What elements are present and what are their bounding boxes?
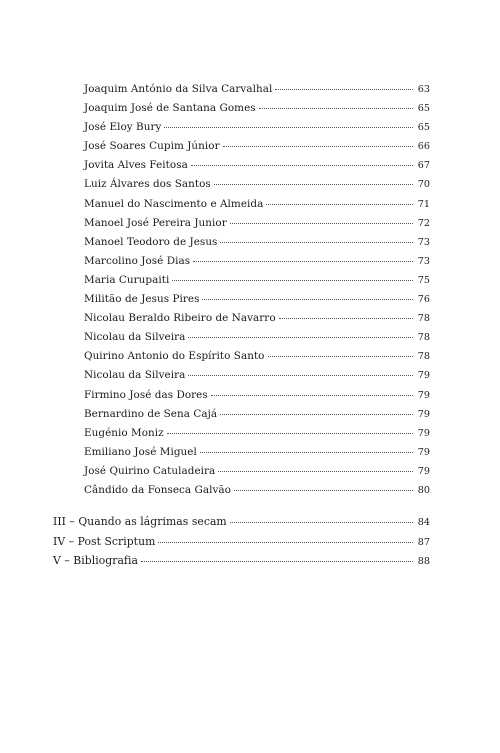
dot-leader [218, 471, 413, 472]
toc-entry-page: 71 [417, 198, 430, 210]
toc-entry-page: 80 [417, 484, 430, 496]
toc-entry-title: Maria Curupaiti [84, 273, 170, 286]
toc-chapter-entry [53, 551, 430, 571]
dot-leader [188, 337, 413, 338]
toc-entry [84, 175, 430, 194]
toc-entry-title: Jovita Alves Feitosa [84, 159, 188, 172]
toc-entry-page: 78 [417, 332, 430, 344]
toc-entry-title: Manuel do Nascimento e Almeida [84, 197, 264, 210]
toc-entry-title: Cândido da Fonseca Galvão [84, 483, 231, 496]
toc-entry-page: 78 [417, 351, 430, 363]
toc-chapter-title: IV – Post Scriptum [53, 534, 156, 548]
toc-entry-title: Emiliano José Miguel [84, 445, 197, 458]
toc-entry [84, 252, 430, 271]
toc-entry-title: Nicolau Beraldo Ribeiro de Navarro [84, 312, 276, 325]
dot-leader [193, 261, 413, 262]
toc-entry [84, 195, 430, 214]
toc-entry-page: 79 [417, 370, 430, 382]
dot-leader [164, 127, 413, 128]
toc-entry-page: 70 [417, 179, 430, 191]
dot-leader [167, 433, 413, 434]
toc-entry-title: Marcolino José Dias [84, 254, 191, 267]
dot-leader [279, 318, 413, 319]
dot-leader [220, 414, 413, 415]
toc-entry-page: 63 [417, 84, 430, 95]
dot-leader [188, 375, 413, 376]
toc-entry [84, 386, 430, 405]
toc-entry-page: 73 [417, 255, 430, 267]
toc-entry-title: José Eloy Bury [84, 121, 162, 134]
toc-entry-title: Manoel José Pereira Junior [84, 216, 227, 229]
toc-entry-title: Quirino Antonio do Espírito Santo [84, 350, 265, 363]
toc-chapter-entry [53, 532, 430, 552]
toc-entry-page: 79 [417, 465, 430, 477]
toc-entry-page: 72 [417, 217, 430, 229]
dot-leader [268, 356, 414, 357]
toc-entry-page: 67 [417, 160, 430, 172]
dot-leader [230, 522, 413, 523]
toc-entry-title: José Quirino Catuladeira [84, 464, 216, 477]
toc-entry-title: Militão de Jesus Pires [84, 293, 200, 306]
toc-entry-page: 79 [417, 446, 430, 458]
toc-entry-page: 78 [417, 313, 430, 325]
toc-entry [84, 443, 430, 462]
toc-entry [84, 80, 430, 99]
dot-leader [202, 299, 413, 300]
toc-entry [84, 424, 430, 443]
toc-subsection-list [84, 80, 430, 500]
toc-entry [84, 309, 430, 328]
toc-entry [84, 328, 430, 347]
toc-entry [84, 118, 430, 137]
dot-leader [141, 561, 413, 562]
toc-entry-title: Firmino José das Dores [84, 388, 208, 401]
toc-entry-page: 79 [417, 427, 430, 439]
dot-leader [259, 108, 413, 109]
dot-leader [200, 452, 413, 453]
toc-entry [84, 290, 430, 309]
dot-leader [230, 223, 413, 224]
toc-entry [84, 405, 430, 424]
toc-entry-title: Joaquim António da Silva Carvalhal [84, 83, 273, 95]
dot-leader [220, 242, 413, 243]
toc-entry [84, 99, 430, 118]
dot-leader [223, 146, 413, 147]
toc-chapter-entry [53, 512, 430, 532]
toc-entry-page: 65 [417, 122, 430, 134]
dot-leader [211, 395, 413, 396]
toc-entry-page: 65 [417, 103, 430, 115]
toc-chapter-page: 87 [417, 536, 430, 548]
toc-chapter-page: 88 [417, 556, 430, 567]
toc-entry-title: Luiz Álvares dos Santos [84, 178, 211, 191]
toc-entry [84, 462, 430, 481]
dot-leader [214, 184, 413, 185]
toc-entry [84, 214, 430, 233]
toc-entry-title: Eugénio Moniz [84, 426, 164, 439]
toc-chapter-page: 84 [417, 517, 430, 528]
toc-entry-title: Nicolau da Silveira [84, 369, 186, 382]
toc-entry [84, 366, 430, 385]
dot-leader [191, 165, 413, 166]
toc-entry-page: 79 [417, 389, 430, 401]
dot-leader [158, 542, 413, 543]
dot-leader [234, 490, 413, 491]
toc-chapter-title: III – Quando as lágrimas secam [53, 515, 227, 528]
toc-entry-page: 75 [417, 274, 430, 286]
toc-entry-page: 73 [417, 236, 430, 248]
toc-entry-page: 76 [417, 294, 430, 306]
toc-entry [84, 137, 430, 156]
toc-entry-title: Joaquim José de Santana Gomes [84, 102, 256, 115]
toc-entry-title: Nicolau da Silveira [84, 331, 186, 344]
dot-leader [275, 89, 413, 90]
toc-entry-page: 79 [417, 408, 430, 420]
toc-entry-title: Manoel Teodoro de Jesus [84, 235, 218, 248]
toc-entry [84, 271, 430, 290]
toc-chapter-list [53, 512, 430, 571]
toc-entry [84, 156, 430, 175]
toc-entry-title: José Soares Cupim Júnior [84, 140, 220, 153]
toc-entry-page: 66 [417, 141, 430, 153]
toc-entry [84, 233, 430, 252]
toc-chapter-title: V – Bibliografia [53, 554, 138, 567]
dot-leader [266, 204, 413, 205]
toc-entry [84, 481, 430, 500]
dot-leader [172, 280, 413, 281]
toc-entry [84, 347, 430, 366]
toc-entry-title: Bernardino de Sena Cajá [84, 407, 218, 420]
